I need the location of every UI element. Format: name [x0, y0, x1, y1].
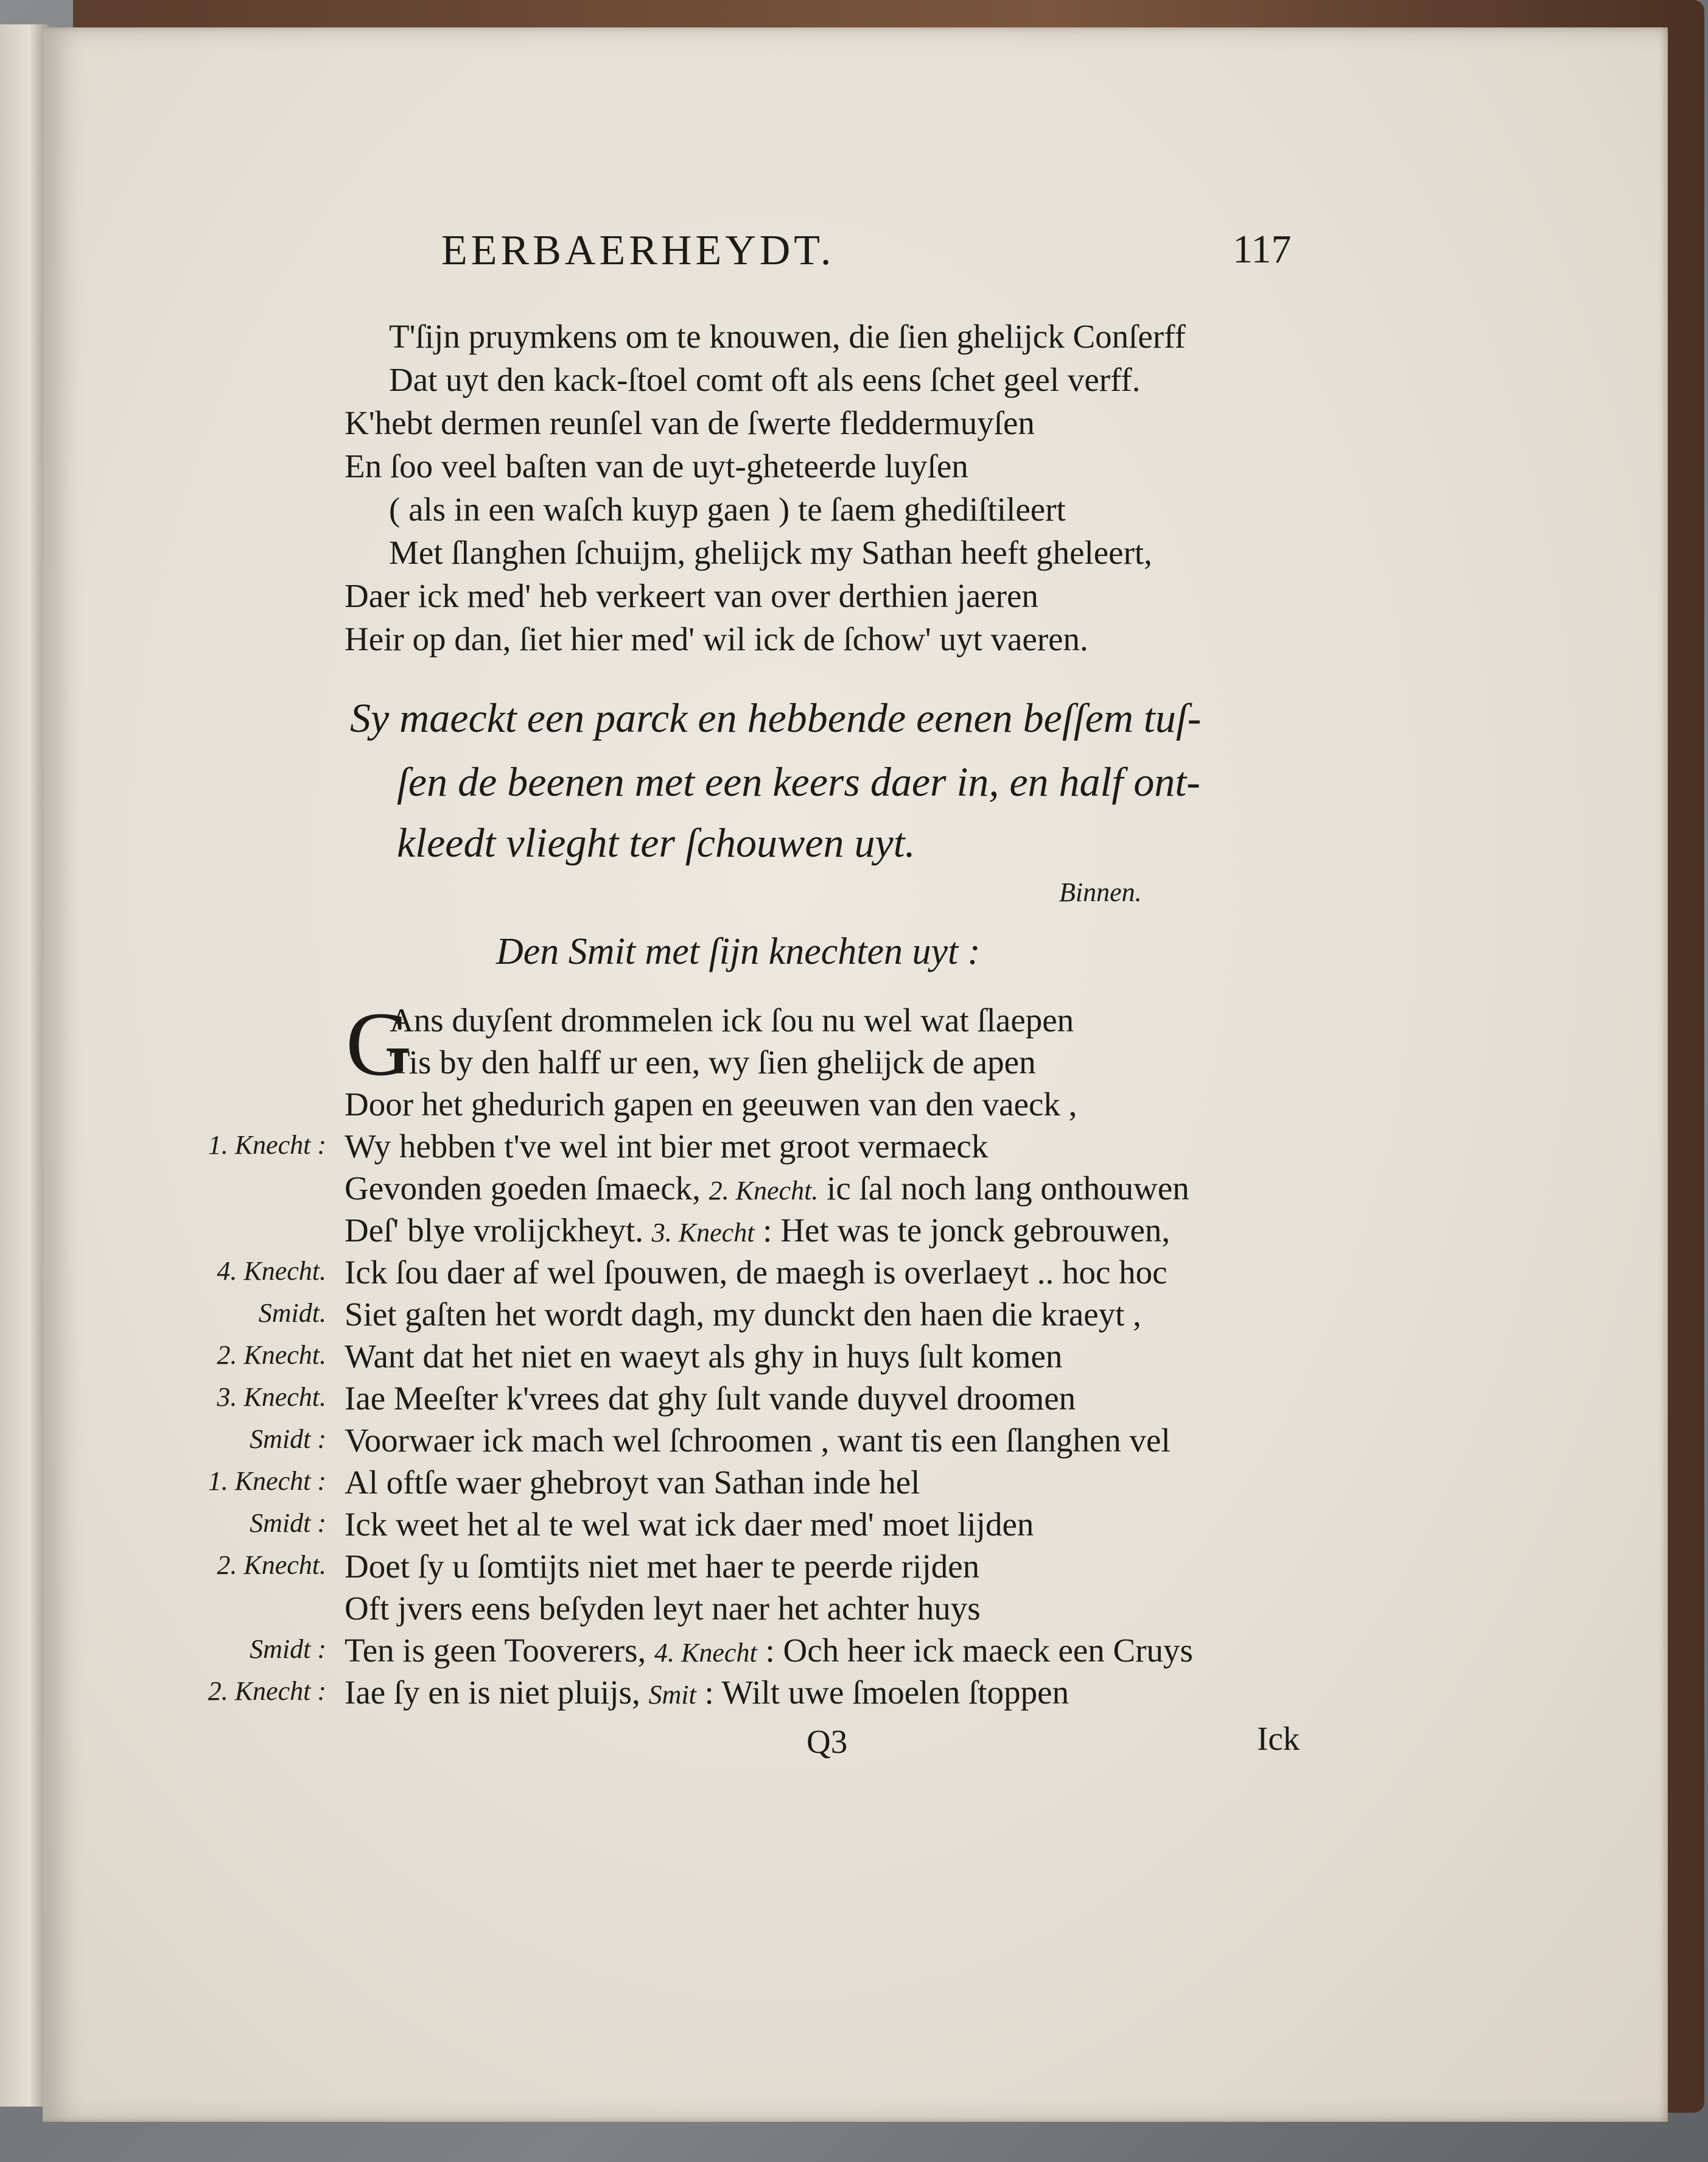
dialogue-line: Voorwaer ick mach wel ſchroomen , want tis een ſlanghen vel — [345, 1422, 1171, 1459]
verse-line: En ſoo veel baſten van de uyt-gheteerde luyſen — [345, 447, 968, 485]
dialogue-line — [345, 1671, 1069, 1716]
exit-cue: Binnen. — [1059, 877, 1142, 907]
dialogue-line: Ick ſou daer af wel ſpouwen, de maegh is overlaeyt .. hoc hoc — [345, 1254, 1167, 1291]
verse-line: Daer ick med' heb verkeert van over derthien jaeren — [345, 577, 1038, 614]
dialogue-line — [345, 1629, 1193, 1674]
speaker-label: Smidt : — [250, 1424, 326, 1454]
facing-page-edge — [0, 24, 49, 2107]
dialogue-line — [345, 1167, 1189, 1212]
verse-line: Met ſlanghen ſchuijm, ghelijck my Sathan heeft gheleert, — [389, 534, 1152, 571]
dialogue-line: Ans duyſent drommelen ick ſou nu wel wat ſlaepen — [390, 1002, 1074, 1039]
scene-heading: Den Smit met ſijn knechten uyt : — [496, 931, 981, 972]
speaker-label: 2. Knecht. — [709, 1176, 819, 1206]
signature-mark: Q3 — [807, 1723, 848, 1760]
line-text: Gevonden goeden ſmaeck, — [345, 1170, 709, 1207]
drop-cap: G — [346, 994, 412, 1095]
line-text: : Wilt uwe ſmoelen ſtoppen — [696, 1674, 1069, 1711]
catchword: Ick — [1257, 1720, 1300, 1757]
line-text: Ten is geen Tooverers, — [345, 1632, 655, 1669]
speaker-label: Smidt : — [250, 1508, 326, 1538]
dialogue-line: Al oftſe waer ghebroyt van Sathan inde hel — [345, 1464, 920, 1501]
speaker-label: 1. Knecht : — [208, 1130, 326, 1160]
dialogue-line — [345, 1209, 1170, 1254]
dialogue-line: Wy hebben t've wel int bier met groot vermaeck — [345, 1128, 989, 1165]
page-number: 117 — [1233, 227, 1292, 272]
speaker-label: Smit — [648, 1680, 696, 1710]
line-text: : Het was te jonck gebrouwen, — [754, 1212, 1171, 1249]
stage-direction-line: Sy maeckt een parck en hebbende eenen beſſem tuſ- — [350, 695, 1202, 741]
stage-direction-line: kleedt vlieght ter ſchouwen uyt. — [397, 820, 915, 866]
speaker-label: Smidt. — [258, 1298, 326, 1328]
verse-line: Dat uyt den kack-ſtoel comt oft als eens ſchet geel verff. — [389, 361, 1141, 398]
line-text: Deſ' blye vrolijckheyt. — [345, 1212, 652, 1249]
speaker-label: 4. Knecht. — [217, 1256, 326, 1286]
dialogue-line: Ick weet het al te wel wat ick daer med' moet lijden — [345, 1506, 1034, 1543]
speaker-label: 4. Knecht — [654, 1638, 757, 1668]
speaker-label: 3. Knecht — [651, 1218, 755, 1248]
dialogue-line: Iae Meeſter k'vrees dat ghy ſult vande duyvel droomen — [345, 1380, 1076, 1417]
dialogue-line: Oft jvers eens beſyden leyt naer het achter huys — [345, 1590, 981, 1627]
speaker-label: 3. Knecht. — [217, 1382, 326, 1412]
dialogue-line: Want dat het niet en waeyt als ghy in huys ſult komen — [345, 1338, 1063, 1375]
speaker-label: Smidt : — [250, 1634, 326, 1664]
dialogue-line: Tis by den halff ur een, wy ſien ghelijck de apen — [390, 1044, 1036, 1081]
dialogue-line: Doet ſy u ſomtijts niet met haer te peerde rijden — [345, 1548, 980, 1585]
speaker-label: 2. Knecht. — [217, 1550, 326, 1580]
verse-line: ( als in een waſch kuyp gaen ) te ſaem ghediſtileert — [389, 491, 1066, 528]
dialogue-line: Door het ghedurich gapen en geeuwen van den vaeck , — [345, 1086, 1077, 1123]
verse-line: Heir op dan, ſiet hier med' wil ick de ſchow' uyt vaeren. — [345, 620, 1088, 658]
verse-line: T'ſijn pruymkens om te knouwen, die ſien ghelijck Conſerff — [389, 318, 1186, 355]
line-text: Iae ſy en is niet pluijs, — [345, 1674, 649, 1711]
speaker-label: 2. Knecht : — [208, 1676, 326, 1706]
stage-direction-line: ſen de beenen met een keers daer in, en half ont- — [397, 759, 1200, 805]
line-text: ic ſal noch lang onthouwen — [818, 1170, 1189, 1207]
verse-line: K'hebt dermen reunſel van de ſwerte fleddermuyſen — [345, 404, 1035, 441]
speaker-label: 1. Knecht : — [208, 1466, 326, 1496]
running-title: EERBAERHEYDT. — [441, 227, 835, 274]
dialogue-line: Siet gaſten het wordt dagh, my dunckt den haen die kraeyt , — [345, 1296, 1141, 1333]
line-text: : Och heer ick maeck een Cruys — [757, 1632, 1193, 1669]
speaker-label: 2. Knecht. — [217, 1340, 326, 1370]
